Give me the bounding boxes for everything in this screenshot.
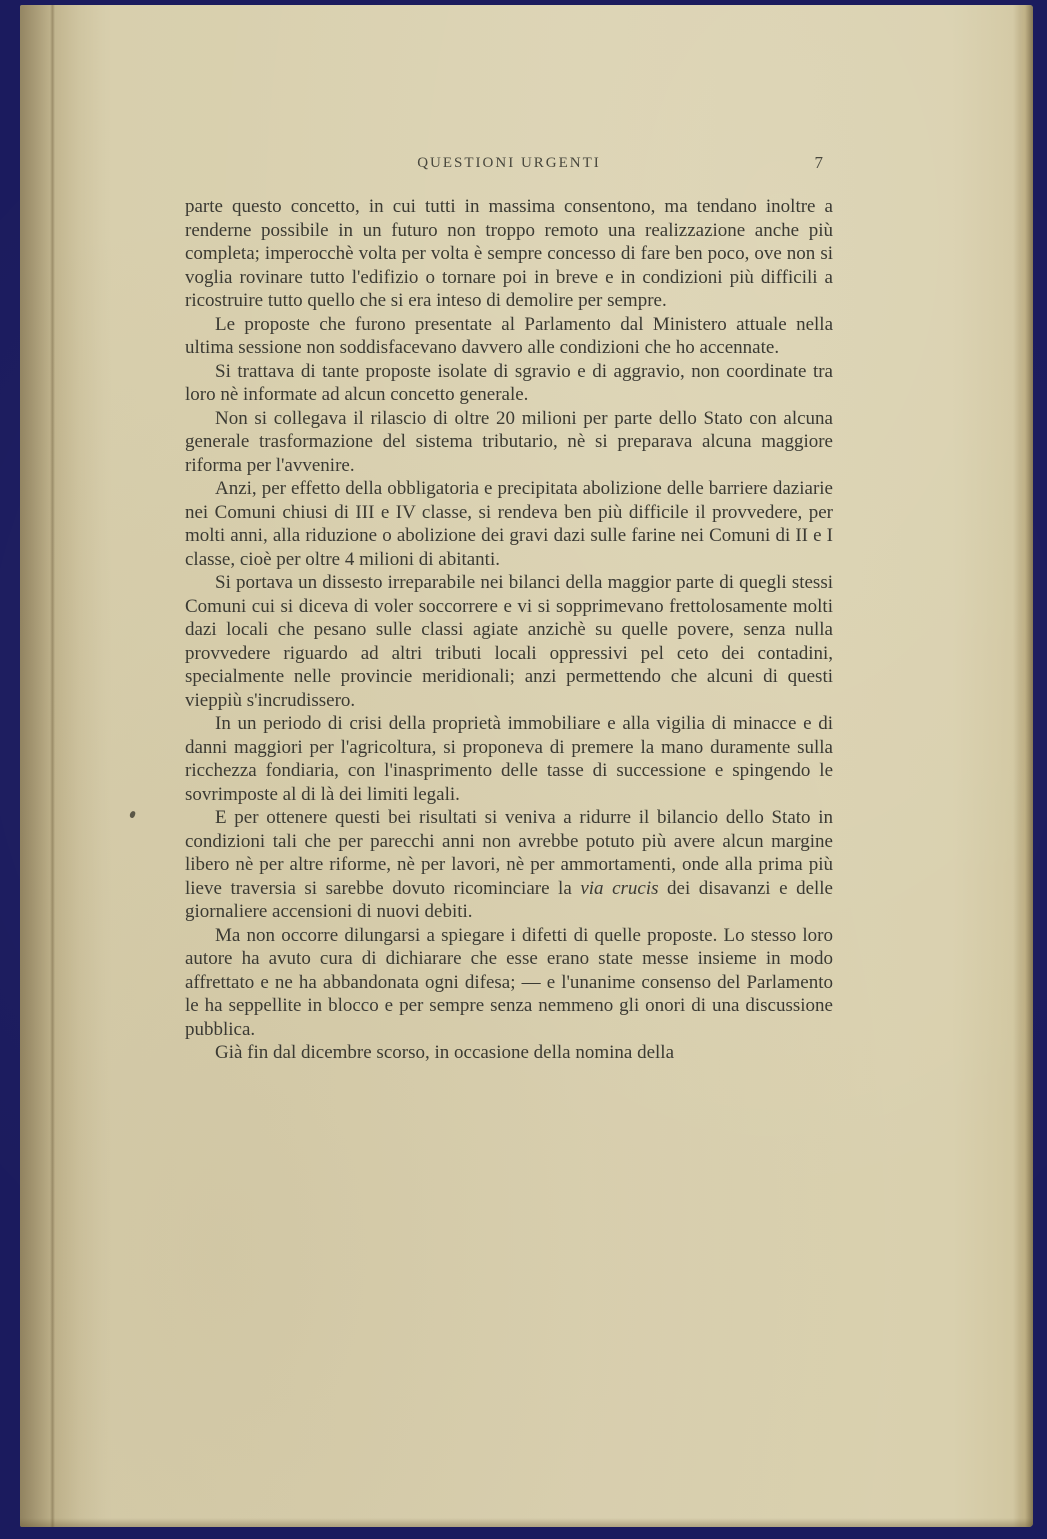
page-right-edge xyxy=(1013,5,1033,1527)
binding-gutter-shadow xyxy=(20,5,112,1527)
text-run: dei disavanzi e delle giornaliere accensioni di nuovi debiti. xyxy=(185,877,833,922)
paragraph xyxy=(185,806,833,924)
text-run: parte questo concetto, in cui tutti in massima consentono, ma tendano inoltre a renderne possibile in un futuro non troppo remoto una realizzazione anche più completa; imperocchè volta per volta è sempre concesso di fare ben poco, ove non si voglia rovinare tutto l'edifizio o tornare poi in breve e in condizioni più difficili a ricostruire tutto quello che si era inteso di demolire per sempre. xyxy=(185,196,833,311)
page-bottom-edge xyxy=(20,1518,1033,1527)
paragraph xyxy=(185,195,833,313)
text-run: E per ottenere questi bei risultati si veniva a ridurre il bilancio dello Stato in condizioni tali che per parecchi anni non avrebbe potuto più avere alcun margine libero nè per altre riforme, nè per lavori, nè per ammortamenti, onde alla prima più lieve traversia si sarebbe dovuto ricominciare la xyxy=(185,807,833,899)
text-run: In un periodo di crisi della proprietà immobiliare e alla vigilia di minacce e di danni maggiori per l'agricoltura, si proponeva di premere la mano duramente sulla ricchezza fondiaria, con l'inasprimento delle tasse di successione e spingendo le sovrimposte al di là dei limiti legali. xyxy=(185,713,833,805)
text-run: Anzi, per effetto della obbligatoria e precipitata abolizione delle barriere daziarie nei Comuni chiusi di III e IV classe, si rendeva ben più difficile il provvedere, per molti anni, alla riduzione o abolizione dei gravi dazi sulle farine nei Comuni di II e I classe, cioè per oltre 4 milioni di abitanti. xyxy=(185,478,833,570)
paragraph xyxy=(185,360,833,407)
text-run: Non si collegava il rilascio di oltre 20 milioni per parte dello Stato con alcuna generale trasformazione del sistema tributario, nè si preparava alcuna maggiore riforma per l'avvenire. xyxy=(185,407,833,476)
paragraph xyxy=(185,407,833,478)
running-head xyxy=(185,155,833,172)
binding-crease xyxy=(50,5,55,1527)
paragraph xyxy=(185,924,833,1042)
page-number: 7 xyxy=(814,153,823,172)
page-text xyxy=(185,195,833,1065)
book-page xyxy=(20,5,1033,1527)
text-run: Ma non occorre dilungarsi a spiegare i difetti di quelle proposte. Lo stesso loro autore ha avuto cura di dichiarare che esse erano state messe insieme in modo affrettato e ne ha abbandonata ogni difesa; — e l'unanime consenso del Parlamento le ha seppellite in blocco e per sempre senza nemmeno gli onori di una discussione pubblica. xyxy=(185,924,833,1040)
text-run: Già fin dal dicembre scorso, in occasione della nomina della xyxy=(215,1042,675,1063)
text-run: Le proposte che furono presentate al Parlamento dal Ministero attuale nella ultima sessione non soddisfacevano davvero alle condizioni che ho accennate. xyxy=(185,313,833,358)
paragraph xyxy=(185,477,833,571)
running-head-title: QUESTIONI URGENTI xyxy=(417,155,601,171)
paragraph xyxy=(185,313,833,360)
text-run: Si trattava di tante proposte isolate di sgravio e di aggravio, non coordinate tra loro nè informate ad alcun concetto generale. xyxy=(185,360,833,405)
ink-speck xyxy=(129,810,136,818)
paragraph xyxy=(185,712,833,806)
paragraph xyxy=(185,1041,833,1065)
italic-text: via crucis xyxy=(580,877,659,899)
paragraph xyxy=(185,571,833,712)
text-run: Si portava un dissesto irreparabile nei bilanci della maggior parte di quegli stessi Comuni cui si diceva di voler soccorrere e vi si sopprimevano frettolosamente molti dazi locali che pesano sulle classi agiate anzichè su quelle povere, senza nulla provvedere riguardo ad altri tributi locali oppressivi pel ceto dei contadini, specialmente nelle provincie meridionali; anzi permettendo che alcuni di questi vieppiù s'incrudissero. xyxy=(185,572,833,711)
